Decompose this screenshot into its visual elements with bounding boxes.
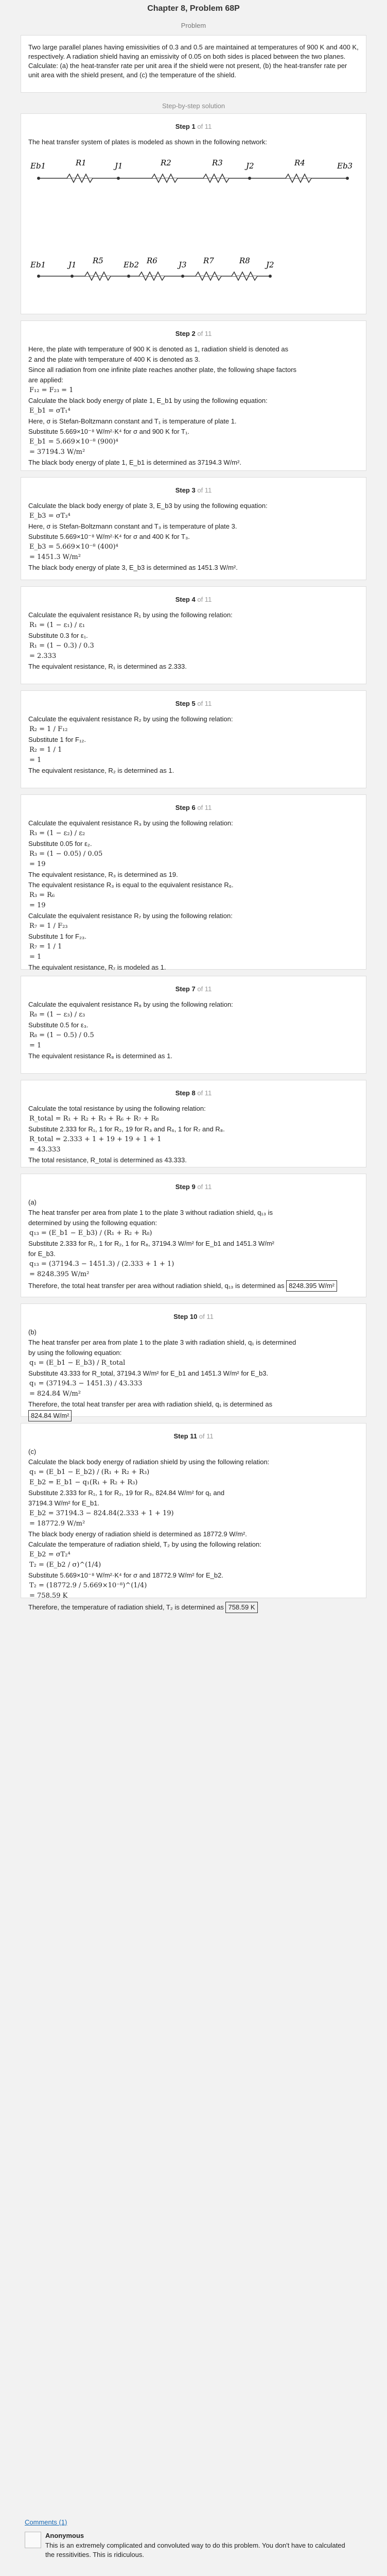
equation-line: R₇ = 1 / 1 — [29, 943, 62, 951]
label-top-j2: J2 — [246, 161, 254, 171]
text-line: Substitute 2.333 for R₁, 1 for R₂, 19 for R₃ and R₆, 1 for R₇ and R₈. — [28, 1125, 225, 1133]
step-of: of 11 — [199, 1313, 214, 1320]
step-number: 1 — [191, 123, 196, 130]
text-line: Substitute 2.333 for R₁, 1 for R₂, 19 for R₃, 824.84 W/m² for q₁ and — [28, 1489, 225, 1497]
label-r4: R4 — [294, 158, 305, 167]
text-line: The black body energy of plate 3, E_b3 is determined as 1451.3 W/m². — [28, 564, 238, 571]
node-j1-b — [71, 275, 74, 278]
step-number: 9 — [191, 1183, 196, 1191]
result-line — [28, 1602, 359, 1613]
resistor-r5 — [85, 272, 111, 280]
equation-line: T₂ = (E_b2 / σ)^(1/4) — [29, 1561, 101, 1569]
text-line: The heat transfer system of plates is modeled as shown in the following network: — [28, 138, 267, 146]
step-body — [28, 715, 359, 775]
text-line: Calculate the equivalent resistance R₁ by using the following relation: — [28, 611, 233, 619]
text-line: Substitute 0.5 for ε₃. — [28, 1021, 89, 1029]
text-line: Since all radiation from one infinite plate reaches another plate, the following shape factors — [28, 366, 297, 374]
step-body — [28, 345, 359, 467]
node-j2-b — [269, 275, 272, 278]
text-line: The heat transfer per area from plate 1 to the plate 3 without radiation shield, q₁₃ is — [28, 1209, 273, 1216]
text-line: The equivalent resistance, R₂ is determined as 1. — [28, 767, 174, 774]
text-line: Substitute 0.05 for ε₂. — [28, 840, 92, 848]
text-line: The equivalent resistance, R₇ is modeled as 1. — [28, 963, 166, 971]
equation-line: R₂ = 1 / F₁₂ — [29, 725, 68, 733]
solution-title: Step-by-step solution — [162, 102, 225, 110]
chapter-title: Chapter 8, Problem 68P — [147, 4, 240, 13]
text-line: Calculate the total resistance by using the following relation: — [28, 1105, 206, 1112]
problem-tab[interactable]: Problem — [181, 22, 206, 29]
equation-line: = 18772.9 W/m² — [29, 1520, 85, 1528]
step-card — [21, 1303, 366, 1417]
text-line: (b) — [28, 1328, 37, 1336]
step-body — [28, 501, 359, 572]
step-of: of 11 — [197, 486, 212, 494]
equation-line: = 758.59 K — [29, 1592, 68, 1600]
step-card — [21, 794, 366, 970]
text-line: are applied: — [28, 376, 63, 384]
label-r7: R7 — [203, 256, 214, 265]
resistor-r7 — [196, 272, 221, 280]
equation-line: E_b1 = 5.669×10⁻⁸ (900)⁴ — [29, 438, 118, 446]
step-body — [28, 1198, 359, 1292]
step-number: 7 — [191, 985, 196, 993]
step-heading: Step 3 of 11 — [175, 486, 212, 494]
text-line: Calculate the temperature of radiation shield, T₂ by using the following relation: — [28, 1540, 261, 1548]
equation-line: = 2.333 — [29, 652, 57, 660]
equation-line: = 824.84 W/m² — [29, 1390, 81, 1398]
equation-line: R₈ = (1 − ε₃) / ε₃ — [29, 1011, 85, 1019]
step-card — [21, 976, 366, 1074]
resistor-r8 — [232, 272, 257, 280]
equation-line: R₁ = (1 − 0.3) / 0.3 — [29, 642, 94, 650]
step-heading: Step 10 of 11 — [173, 1313, 214, 1320]
step-card — [21, 1174, 366, 1297]
step-body — [28, 611, 359, 671]
equation-line: = 19 — [29, 902, 46, 909]
boxed-answer: 758.59 K — [225, 1602, 257, 1613]
equation-line: T₂ = (18772.9 / 5.669×10⁻⁸)^(1/4) — [29, 1582, 147, 1589]
node-j3 — [181, 275, 184, 278]
equation-line: q₁₃ = (E_b1 − E_b3) / (R₁ + R₂ + R₈) — [29, 1229, 152, 1237]
equation-line: E_b3 = σT₃⁴ — [29, 512, 71, 520]
label-r1: R1 — [76, 158, 86, 167]
text-line: The equivalent resistance R₃ is equal to the equivalent resistance R₆. — [28, 881, 234, 889]
equation-line: = 43.333 — [29, 1146, 61, 1154]
text-line: (a) — [28, 1198, 37, 1206]
thermal-network-diagram — [28, 150, 358, 304]
step-heading: Step 5 of 11 — [175, 700, 212, 707]
step-number: 10 — [189, 1313, 198, 1320]
text-line: Here, σ is Stefan-Boltzmann constant and T₁ is temperature of plate 1. — [28, 417, 237, 425]
equation-line: E_b2 = σT₂⁴ — [29, 1551, 71, 1558]
equation-line: = 37194.3 W/m² — [29, 448, 85, 456]
text-line: Calculate the equivalent resistance R₇ by using the following relation: — [28, 912, 233, 920]
text-line: Calculate the black body energy of plate 3, E_b3 by using the following equation: — [28, 502, 268, 510]
text-line: Calculate the equivalent resistance R₈ by using the following relation: — [28, 1001, 233, 1008]
step-card — [21, 320, 366, 471]
result-line — [28, 1410, 359, 1421]
network-bottom-row — [30, 256, 274, 280]
equation-line: E_b2 = E_b1 − q₁(R₁ + R₂ + R₃) — [29, 1479, 138, 1486]
equation-line: R₈ = (1 − 0.5) / 0.5 — [29, 1031, 94, 1039]
step-number: 6 — [191, 804, 196, 811]
label-bot-j2: J2 — [266, 260, 274, 269]
step-heading: Step 1 of 11 — [175, 123, 212, 130]
text-line: Here, σ is Stefan-Boltzmann constant and T₃ is temperature of plate 3. — [28, 522, 237, 530]
step-heading: Step 2 of 11 — [175, 330, 212, 337]
step-card — [21, 1423, 366, 1611]
text-line: The total resistance, R_total is determined as 43.333. — [28, 1156, 187, 1164]
equation-line: R_total = R₁ + R₂ + R₃ + R₆ + R₇ + R₈ — [29, 1115, 159, 1123]
equation-line: = 19 — [29, 860, 46, 868]
comment — [25, 2530, 364, 2576]
node-j2 — [248, 177, 251, 180]
boxed-answer: 824.84 W/m² — [28, 1410, 72, 1421]
step-of: of 11 — [197, 1089, 212, 1097]
step-of: of 11 — [197, 1183, 212, 1191]
text-line: Calculate the equivalent resistance R₃ by using the following relation: — [28, 819, 233, 827]
result-line — [28, 1280, 359, 1292]
text-line: Substitute 43.333 for R_total, 37194.3 W/m² for E_b1 and 1451.3 W/m² for E_b3. — [28, 1369, 269, 1377]
label-top-j1: J1 — [115, 161, 123, 171]
equation-line: R₃ = R₆ — [29, 891, 55, 899]
text-line: by using the following equation: — [28, 1349, 122, 1357]
resistor-r2 — [152, 174, 178, 182]
step-card — [21, 477, 366, 580]
step-of: of 11 — [197, 985, 212, 993]
step-of: of 11 — [199, 1432, 214, 1440]
node-j1 — [117, 177, 120, 180]
equation-line: R₁ = (1 − ε₁) / ε₁ — [29, 621, 85, 629]
problem-statement: Two large parallel planes having emissivities of 0.3 and 0.5 are maintained at temperatures of 900 K and 400 K, respectively. A radiation shield having an emissivity of 0.05 on both sides is placed between the two planes. Calculate: (a) the heat-transfer rate per unit area if the shield were not present, (b) the heat-transfer rate per unit area with the shield present, and (c) the temperature of the shield. — [21, 35, 366, 93]
step-body — [28, 1104, 359, 1165]
node-eb3 — [346, 177, 349, 180]
text-line: Calculate the equivalent resistance R₂ by using the following relation: — [28, 715, 233, 723]
node-eb1 — [37, 177, 40, 180]
step-card — [21, 586, 366, 684]
step-card — [21, 113, 366, 314]
step-heading: Step 6 of 11 — [175, 804, 212, 811]
equation-line: E_b2 = 37194.3 − 824.84(2.333 + 1 + 19) — [29, 1510, 174, 1517]
equation-line: q₁ = (E_b1 − E_b2) / (R₁ + R₂ + R₃) — [29, 1468, 150, 1476]
label-bot-j1: J1 — [68, 260, 77, 269]
text-line: The equivalent resistance R₈ is determined as 1. — [28, 1052, 172, 1060]
step-of: of 11 — [197, 330, 212, 337]
comment-text: This is an extremely complicated and convoluted way to do this problem. You don't have to calculated the ressitivities. This is ridiculous. — [45, 2541, 345, 2558]
label-bot-eb1: Eb1 — [30, 260, 46, 269]
label-top-eb3: Eb3 — [337, 161, 353, 171]
text-line: The equivalent resistance, R₁ is determined as 2.333. — [28, 663, 187, 670]
equation-line: q₁ = (37194.3 − 1451.3) / 43.333 — [29, 1380, 143, 1387]
label-top-eb1: Eb1 — [30, 161, 46, 171]
step-heading: Step 8 of 11 — [175, 1089, 212, 1097]
step-body — [28, 1000, 359, 1061]
text-line: The heat transfer per area from plate 1 to the plate 3 with radiation shield, q₁ is determined — [28, 1338, 296, 1346]
text-line: Substitute 5.669×10⁻⁸ W/m²·K⁴ for σ and 18772.9 W/m² for E_b2. — [28, 1571, 223, 1579]
step-number: 11 — [190, 1432, 197, 1440]
node-eb2 — [127, 275, 130, 278]
text-line: 37194.3 W/m² for E_b1. — [28, 1499, 100, 1507]
boxed-answer: 8248.395 W/m² — [286, 1280, 337, 1292]
equation-line: E_b1 = σT₁⁴ — [29, 407, 71, 415]
resistor-r4 — [286, 174, 311, 182]
step-heading: Step 11 of 11 — [173, 1432, 214, 1440]
result-text: Therefore, the total heat transfer per area without radiation shield, q₁₃ is determined as — [28, 1282, 285, 1290]
comments-link[interactable]: Comments (1) — [25, 2518, 67, 2526]
equation-line: R₂ = 1 / 1 — [29, 746, 62, 754]
step-number: 2 — [191, 330, 196, 337]
text-line: The black body energy of plate 1, E_b1 is determined as 37194.3 W/m². — [28, 459, 242, 466]
equation-line: q₁₃ = (37194.3 − 1451.3) / (2.333 + 1 + 1) — [29, 1260, 174, 1268]
avatar — [25, 2532, 41, 2548]
step-card — [21, 1080, 366, 1167]
comment-author: Anonymous — [45, 2532, 84, 2539]
equation-line: = 8248.395 W/m² — [29, 1270, 90, 1278]
text-line: determined by using the following equation: — [28, 1219, 157, 1227]
equation-line: E_b3 = 5.669×10⁻⁸ (400)⁴ — [29, 543, 118, 551]
label-bot-j3: J3 — [179, 260, 187, 269]
text-line: (c) — [28, 1448, 37, 1455]
text-line: The black body energy of radiation shield is determined as 18772.9 W/m². — [28, 1530, 247, 1538]
resistor-r3 — [203, 174, 229, 182]
text-line: for E_b3. — [28, 1250, 56, 1258]
step-body — [28, 1328, 359, 1421]
step-of: of 11 — [197, 700, 212, 707]
step-of: of 11 — [197, 123, 212, 130]
text-line: Substitute 2.333 for R₁, 1 for R₂, 1 for R₈, 37194.3 W/m² for E_b1 and 1451.3 W/m² — [28, 1240, 274, 1247]
step-body — [28, 819, 359, 972]
equation-line: R_total = 2.333 + 1 + 19 + 19 + 1 + 1 — [29, 1136, 162, 1143]
equation-line: R₃ = (1 − ε₂) / ε₂ — [29, 829, 85, 837]
label-r8: R8 — [239, 256, 250, 265]
equation-line: R₇ = 1 / F₂₃ — [29, 922, 68, 930]
network-top-row — [30, 158, 353, 182]
step-of: of 11 — [197, 596, 212, 603]
text-line: Substitute 1 for F₁₂. — [28, 736, 86, 743]
text-line: Substitute 0.3 for ε₁. — [28, 632, 88, 639]
step-heading: Step 7 of 11 — [175, 985, 212, 993]
step-number: 4 — [191, 596, 196, 603]
step-of: of 11 — [197, 804, 212, 811]
equation-line: = 1451.3 W/m² — [29, 553, 81, 561]
result-text: Therefore, the temperature of radiation shield, T₂ is determined as — [28, 1603, 224, 1611]
resistor-r6 — [139, 272, 165, 280]
text-line: Calculate the black body energy of plate 1, E_b1 by using the following equation: — [28, 397, 268, 404]
node-eb1-b — [37, 275, 40, 278]
text-line: 2 and the plate with temperature of 400 K is denoted as 3. — [28, 355, 200, 363]
step-number: 3 — [191, 486, 196, 494]
label-r5: R5 — [93, 256, 103, 265]
text-line: Substitute 5.669×10⁻⁸ W/m²·K⁴ for σ and 400 K for T₃. — [28, 533, 190, 540]
label-r3: R3 — [212, 158, 223, 167]
step-heading: Step 9 of 11 — [175, 1183, 212, 1191]
step-body — [28, 138, 359, 147]
step-body — [28, 1447, 359, 1613]
step-heading: Step 4 of 11 — [175, 596, 212, 603]
resistor-r1 — [67, 174, 93, 182]
text-line: The equivalent resistance, R₃ is determined as 19. — [28, 871, 178, 878]
text-line: Substitute 1 for F₂₃. — [28, 933, 86, 940]
label-r6: R6 — [147, 256, 157, 265]
step-card — [21, 690, 366, 788]
equation-line: R₃ = (1 − 0.05) / 0.05 — [29, 850, 103, 858]
text-line: Calculate the black body energy of radiation shield by using the following relation: — [28, 1458, 270, 1466]
text-line: Substitute 5.669×10⁻⁸ W/m²·K⁴ for σ and 900 K for T₁. — [28, 428, 189, 435]
label-r2: R2 — [161, 158, 171, 167]
text-line: Therefore, the total heat transfer per area with radiation shield, q₁ is determined as — [28, 1400, 273, 1408]
text-line: Here, the plate with temperature of 900 K is denoted as 1, radiation shield is denoted as — [28, 345, 289, 353]
step-number: 8 — [191, 1089, 196, 1097]
step-number: 5 — [191, 700, 196, 707]
equation-line: q₁ = (E_b1 − E_b3) / R_total — [29, 1359, 126, 1367]
equation-line: = 1 — [29, 1042, 42, 1049]
equation-line: F₁₂ = F₂₃ = 1 — [29, 386, 74, 394]
label-bot-eb2: Eb2 — [124, 260, 139, 269]
equation-line: = 1 — [29, 756, 42, 764]
equation-line: = 1 — [29, 953, 42, 961]
